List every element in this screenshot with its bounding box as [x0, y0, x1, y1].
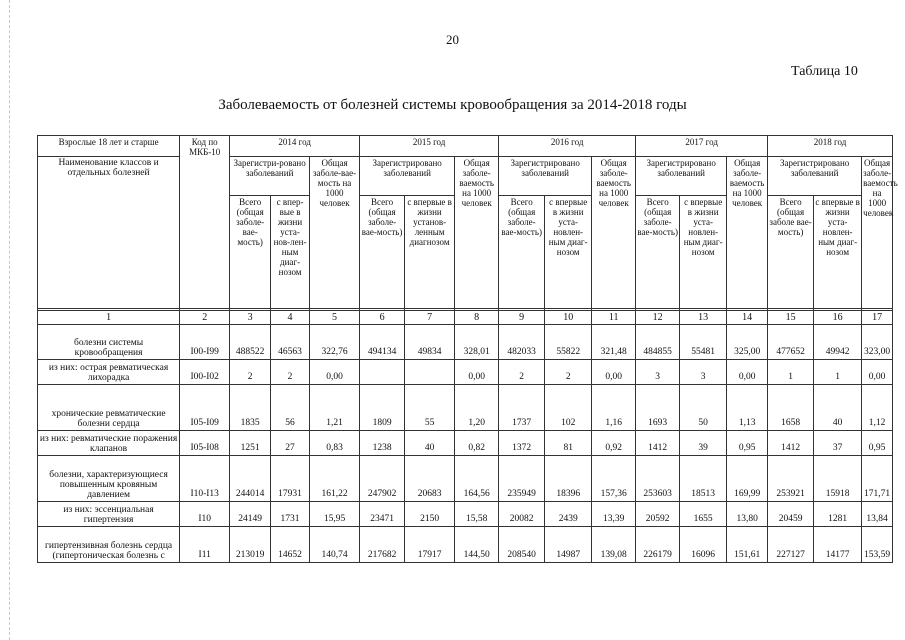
row-value: 102 — [545, 385, 592, 431]
row-value: 0,95 — [862, 431, 893, 456]
row-value: 0,00 — [592, 360, 636, 385]
header-total: Всего (общая заболе-вае-мость) — [636, 196, 680, 309]
row-value: 488522 — [230, 325, 271, 360]
row-value: 227127 — [768, 527, 814, 563]
row-value: 3 — [680, 360, 727, 385]
row-value: 151,61 — [727, 527, 768, 563]
header-total: Всего (общая заболе-вае-мость) — [360, 196, 405, 309]
row-value: 0,83 — [309, 431, 359, 456]
column-number: 3 — [230, 311, 271, 325]
row-value: 247902 — [360, 456, 405, 502]
header-year-2015: 2015 год — [360, 136, 499, 157]
row-name: болезни системы кровообращения — [38, 325, 180, 360]
row-value: 164,56 — [455, 456, 499, 502]
row-value: 2150 — [405, 502, 455, 527]
column-numbers-row — [38, 311, 893, 325]
header-total: Всего (общая заболе вае-мость) — [768, 196, 814, 309]
row-value: 2 — [499, 360, 545, 385]
row-value: 20459 — [768, 502, 814, 527]
header-registered: Зарегистрировано заболеваний — [499, 157, 592, 196]
row-value: 20683 — [405, 456, 455, 502]
morbidity-table — [37, 135, 898, 563]
column-number: 9 — [499, 311, 545, 325]
table-body — [38, 325, 893, 563]
header-group: Взрослые 18 лет и старше — [38, 136, 180, 157]
header-rate: Общая заболе-ваемость на 1000 человек — [727, 157, 768, 309]
row-value: 208540 — [499, 527, 545, 563]
row-value: 0,00 — [727, 360, 768, 385]
header-code: Код по МКБ-10 — [180, 136, 230, 309]
row-value: 139,08 — [592, 527, 636, 563]
row-value: 482033 — [499, 325, 545, 360]
row-value: 484855 — [636, 325, 680, 360]
header-first: с впервые в жизни уста-новлен-ным диаг-нозом — [545, 196, 592, 309]
row-code: I00-I99 — [180, 325, 230, 360]
column-number: 6 — [360, 311, 405, 325]
row-value: 2 — [271, 360, 310, 385]
header-rate: Общая заболе-ваемость на 1000 человек — [862, 157, 893, 309]
table-row — [38, 360, 893, 385]
row-value: 1809 — [360, 385, 405, 431]
row-value: 144,50 — [455, 527, 499, 563]
column-number: 2 — [180, 311, 230, 325]
row-name: болезни, характеризующиеся повышенным кровяным давлением — [38, 456, 180, 502]
row-value: 27 — [271, 431, 310, 456]
row-value — [360, 360, 405, 385]
row-value: 153,59 — [862, 527, 893, 563]
header-registered: Зарегистрировано заболеваний — [360, 157, 455, 196]
row-value: 40 — [405, 431, 455, 456]
row-value: 1251 — [230, 431, 271, 456]
row-value: 24149 — [230, 502, 271, 527]
column-number: 11 — [592, 311, 636, 325]
row-value: 1412 — [636, 431, 680, 456]
header-registered: Зарегистри-ровано заболеваний — [230, 157, 310, 196]
row-code: I10 — [180, 502, 230, 527]
header-total: Всего (общая заболе-вае-мость) — [499, 196, 545, 309]
row-value: 55481 — [680, 325, 727, 360]
row-value: 253603 — [636, 456, 680, 502]
row-value: 46563 — [271, 325, 310, 360]
row-value: 56 — [271, 385, 310, 431]
row-value: 226179 — [636, 527, 680, 563]
column-number: 13 — [680, 311, 727, 325]
row-value: 81 — [545, 431, 592, 456]
row-value: 15918 — [814, 456, 862, 502]
row-value: 1238 — [360, 431, 405, 456]
row-value: 494134 — [360, 325, 405, 360]
row-value: 325,00 — [727, 325, 768, 360]
column-number: 4 — [271, 311, 310, 325]
row-value: 1,13 — [727, 385, 768, 431]
row-value: 0,00 — [862, 360, 893, 385]
row-value: 39 — [680, 431, 727, 456]
row-value: 2 — [230, 360, 271, 385]
row-value: 157,36 — [592, 456, 636, 502]
header-group-sub: Наименование классов и отдельных болезней — [38, 157, 180, 309]
row-value: 1655 — [680, 502, 727, 527]
row-value: 23471 — [360, 502, 405, 527]
column-number: 8 — [455, 311, 499, 325]
row-value: 17917 — [405, 527, 455, 563]
column-number: 16 — [814, 311, 862, 325]
header-registered: Зарегистрировано заболеваний — [636, 157, 727, 196]
row-value: 0,95 — [727, 431, 768, 456]
table-row — [38, 456, 893, 502]
column-number: 10 — [545, 311, 592, 325]
row-value: 322,76 — [309, 325, 359, 360]
row-value: 1731 — [271, 502, 310, 527]
row-value: 16096 — [680, 527, 727, 563]
row-value: 55822 — [545, 325, 592, 360]
table-row — [38, 385, 893, 431]
row-value: 1281 — [814, 502, 862, 527]
row-value: 14987 — [545, 527, 592, 563]
column-number: 17 — [862, 311, 893, 325]
row-code: I05-I09 — [180, 385, 230, 431]
header-row-registered — [38, 157, 893, 196]
column-number: 1 — [38, 311, 180, 325]
row-value: 217682 — [360, 527, 405, 563]
row-value: 1658 — [768, 385, 814, 431]
header-first: с впервые в жизни уста-новлен-ным диаг-нозом — [680, 196, 727, 309]
row-value: 0,92 — [592, 431, 636, 456]
table-row — [38, 431, 893, 456]
row-value: 477652 — [768, 325, 814, 360]
row-value: 161,22 — [309, 456, 359, 502]
row-code: I05-I08 — [180, 431, 230, 456]
header-first: с впер-вые в жизни уста-нов-лен-ным диаг-нозом — [271, 196, 310, 309]
row-value: 0,00 — [455, 360, 499, 385]
row-value: 37 — [814, 431, 862, 456]
row-value: 321,48 — [592, 325, 636, 360]
header-year-2014: 2014 год — [230, 136, 360, 157]
header-first: с впервые в жизни уста-новлен-ным диаг-нозом — [814, 196, 862, 309]
header-year-2017: 2017 год — [636, 136, 768, 157]
row-value: 323,00 — [862, 325, 893, 360]
row-value: 0,82 — [455, 431, 499, 456]
table-row — [38, 502, 893, 527]
header-rate: Общая заболе-ваемость на 1000 человек — [455, 157, 499, 309]
row-value: 18396 — [545, 456, 592, 502]
row-value: 1372 — [499, 431, 545, 456]
header-year-2018: 2018 год — [768, 136, 893, 157]
row-value: 253921 — [768, 456, 814, 502]
page-edge — [9, 0, 10, 640]
header-rate: Общая заболе-ваемость на 1000 человек — [592, 157, 636, 309]
row-value: 15,58 — [455, 502, 499, 527]
row-value: 49942 — [814, 325, 862, 360]
page-number: 20 — [446, 32, 459, 47]
row-value — [405, 360, 455, 385]
row-name: из них: эссенциальная гипертензия — [38, 502, 180, 527]
row-value: 18513 — [680, 456, 727, 502]
row-name: гипертензивная болезнь сердца (гипертоническая болезнь с — [38, 527, 180, 563]
row-value: 13,80 — [727, 502, 768, 527]
table-row — [38, 527, 893, 563]
column-number: 12 — [636, 311, 680, 325]
row-name: из них: ревматические поражения клапанов — [38, 431, 180, 456]
header-total: Всего (общая заболе-вае-мость) — [230, 196, 271, 309]
row-value: 1835 — [230, 385, 271, 431]
row-value: 213019 — [230, 527, 271, 563]
row-value: 1 — [814, 360, 862, 385]
row-value: 13,39 — [592, 502, 636, 527]
column-number: 5 — [309, 311, 359, 325]
row-value: 14652 — [271, 527, 310, 563]
row-value: 1 — [768, 360, 814, 385]
table-label: Таблица 10 — [791, 64, 858, 79]
column-number: 15 — [768, 311, 814, 325]
row-value: 1,12 — [862, 385, 893, 431]
row-value: 1412 — [768, 431, 814, 456]
row-value: 0,00 — [309, 360, 359, 385]
row-value: 171,71 — [862, 456, 893, 502]
row-value: 2 — [545, 360, 592, 385]
header-rate: Общая заболе-вае-мость на 1000 человек — [309, 157, 359, 309]
row-value: 244014 — [230, 456, 271, 502]
row-value: 20592 — [636, 502, 680, 527]
header-registered: Зарегистрировано заболеваний — [768, 157, 862, 196]
row-name: из них: острая ревматическая лихорадка — [38, 360, 180, 385]
header-first: с впервые в жизни установ-ленным диагнозом — [405, 196, 455, 309]
header-year-2016: 2016 год — [499, 136, 636, 157]
row-code: I00-I02 — [180, 360, 230, 385]
row-value: 3 — [636, 360, 680, 385]
row-value: 17931 — [271, 456, 310, 502]
row-value: 55 — [405, 385, 455, 431]
row-value: 2439 — [545, 502, 592, 527]
row-value: 1,20 — [455, 385, 499, 431]
row-value: 1,16 — [592, 385, 636, 431]
table-row — [38, 325, 893, 360]
row-value: 328,01 — [455, 325, 499, 360]
column-number: 14 — [727, 311, 768, 325]
table-title: Заболеваемость от болезней системы кровообращения за 2014-2018 годы — [218, 97, 687, 113]
header-row-years — [38, 136, 893, 157]
row-value: 49834 — [405, 325, 455, 360]
row-code: I11 — [180, 527, 230, 563]
row-value: 40 — [814, 385, 862, 431]
row-value: 140,74 — [309, 527, 359, 563]
row-value: 169,99 — [727, 456, 768, 502]
row-value: 1737 — [499, 385, 545, 431]
row-value: 15,95 — [309, 502, 359, 527]
row-value: 235949 — [499, 456, 545, 502]
row-value: 13,84 — [862, 502, 893, 527]
row-value: 20082 — [499, 502, 545, 527]
row-value: 50 — [680, 385, 727, 431]
row-name: хронические ревматические болезни сердца — [38, 385, 180, 431]
column-number: 7 — [405, 311, 455, 325]
row-value: 14177 — [814, 527, 862, 563]
row-code: I10-I13 — [180, 456, 230, 502]
row-value: 1693 — [636, 385, 680, 431]
row-value: 1,21 — [309, 385, 359, 431]
